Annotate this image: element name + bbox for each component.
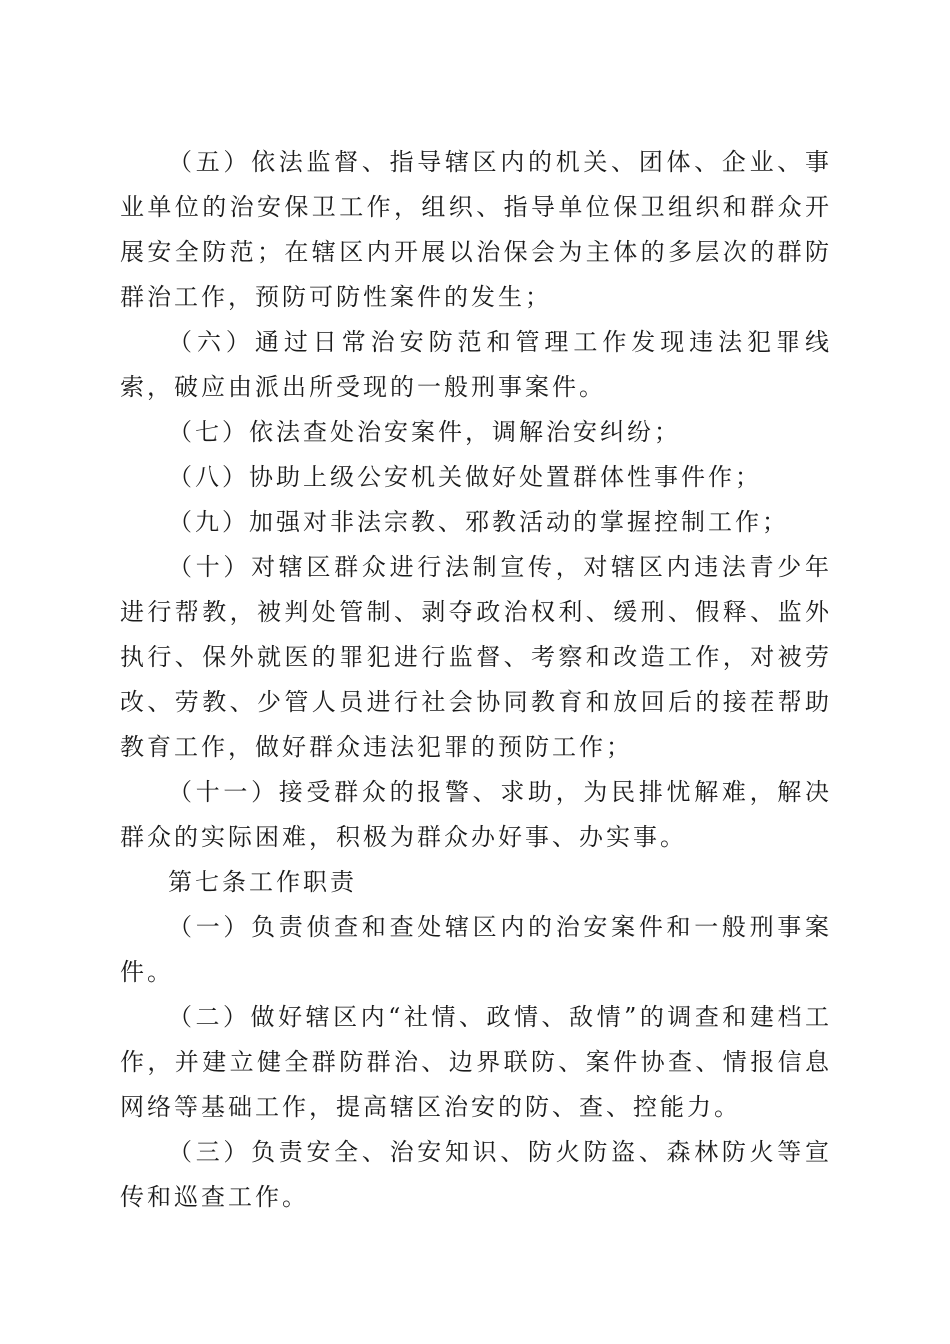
duty-item-3: （三）负责安全、治安知识、防火防盗、森林防火等宣传和巡查工作。 bbox=[120, 1138, 832, 1211]
paragraph-item-11: （十一）接受群众的报警、求助，为民排忧解难，解决群众的实际困难，积极为群众办好事、办实事。 bbox=[120, 778, 832, 851]
duty-item-1: （一）负责侦查和查处辖区内的治安案件和一般刑事案件。 bbox=[120, 913, 832, 986]
paragraph-item-10: （十）对辖区群众进行法制宣传，对辖区内违法青少年进行帮教，被判处管制、剥夺政治权利、缓刑、假释、监外执行、保外就医的罪犯进行监督、考察和改造工作，对被劳改、劳教、少管人员进行社会协同教育和放回后的接茬帮助教育工作，做好群众违法犯罪的预防工作； bbox=[120, 553, 832, 761]
article-heading: 第七条工作职责 bbox=[168, 868, 357, 896]
paragraph-item-7: （七）依法查处治安案件，调解治安纠纷； bbox=[168, 418, 681, 446]
paragraph-item-6: （六）通过日常治安防范和管理工作发现违法犯罪线索，破应由派出所受现的一般刑事案件。 bbox=[120, 328, 832, 401]
paragraph-item-9: （九）加强对非法宗教、邪教活动的掌握控制工作； bbox=[168, 508, 789, 536]
paragraph-item-5: （五）依法监督、指导辖区内的机关、团体、企业、事业单位的治安保卫工作，组织、指导单位保卫组织和群众开展安全防范；在辖区内开展以治保会为主体的多层次的群防群治工作，预防可防性案件的发生； bbox=[120, 148, 832, 311]
paragraph-item-8: （八）协助上级公安机关做好处置群体性事件作； bbox=[168, 463, 762, 491]
document-body bbox=[120, 140, 832, 1220]
duty-item-2: （二）做好辖区内“社情、政情、敌情”的调查和建档工作，并建立健全群防群治、边界联防、案件协查、情报信息网络等基础工作，提高辖区治安的防、查、控能力。 bbox=[120, 1003, 832, 1121]
